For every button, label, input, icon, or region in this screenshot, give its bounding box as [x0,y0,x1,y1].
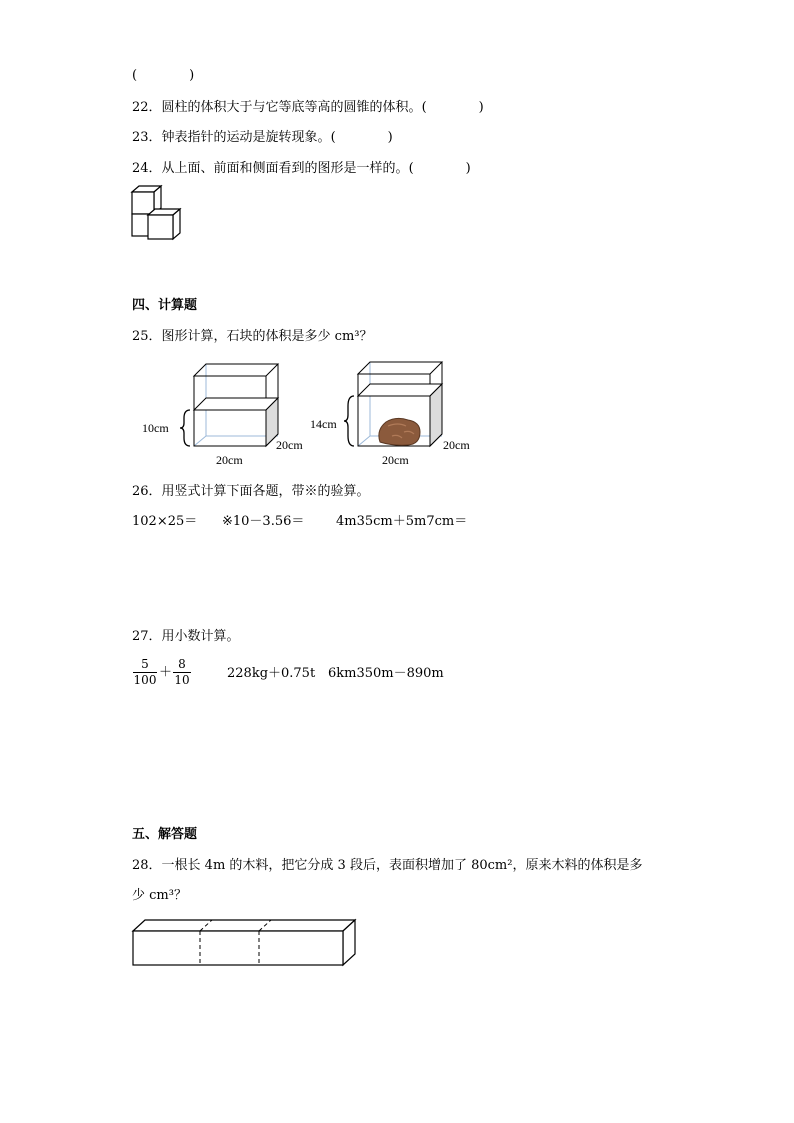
q24-number: 24． [132,161,162,176]
question-28-line-1 [132,857,642,875]
q26-item-2: ※10－3.56＝ [222,514,305,529]
tank-figure-1 [140,360,303,470]
q22-answer-paren: ( ) [421,100,484,115]
q27-item-2: 6km350m－890m [328,666,444,681]
q27-item-1: 228kg＋0.75t [227,666,316,681]
q27-frac1-numerator: 5 [141,657,149,671]
q23-answer-paren: ( ) [330,130,393,145]
q28-text-line1: 一根长 4m 的木料，把它分成 3 段后，表面积增加了 80cm²，原来木料的体积是多 [161,858,643,873]
timber-figure [133,919,359,967]
q26-number: 26． [132,484,162,499]
section-4-title: 四、计算题 [132,298,198,313]
q24-answer-paren: ( ) [408,161,471,176]
q23-number: 23． [132,130,162,145]
q27-fraction-2 [172,657,192,688]
fig1-height-label: 10cm [142,421,169,435]
q25-text: 图形计算，石块的体积是多少 cm³？ [161,329,373,344]
q26-item-1: 102×25＝ [132,514,198,529]
section-5-title: 五、解答题 [132,827,198,842]
q27-fraction-1 [132,657,158,688]
q27-frac1-denominator: 100 [133,673,157,687]
q26-text: 用竖式计算下面各题，带※的验算。 [161,484,370,499]
fig2-depth-label: 20cm [443,438,470,452]
q24-text: 从上面、前面和侧面看到的图形是一样的。 [161,161,409,176]
q21-answer-paren: ( ) [132,68,195,83]
fig2-height-label: 14cm [310,417,337,431]
question-23 [132,129,393,147]
q27-plus-sign: ＋ [159,665,173,680]
q27-text: 用小数计算。 [161,629,240,644]
fig2-width-label: 20cm [382,453,409,467]
question-28-line-2: 少 cm³？ [132,888,187,903]
q26-item-3: 4m35cm＋5m7cm＝ [336,514,468,529]
q27-frac2-denominator: 10 [174,673,190,687]
question-26 [132,483,370,501]
q22-text: 圆柱的体积大于与它等底等高的圆锥的体积。 [161,100,422,115]
question-24 [132,160,471,178]
fig1-depth-label: 20cm [276,438,303,452]
tank-figure-2 [308,360,483,470]
q25-number: 25． [132,329,162,344]
stone-icon [379,418,420,445]
q27-frac2-numerator: 8 [178,657,186,671]
fig1-width-label: 20cm [216,453,243,467]
q23-text: 钟表指针的运动是旋转现象。 [161,130,331,145]
cube-stack-figure [132,185,184,241]
question-27 [132,628,240,646]
q28-number: 28． [132,858,162,873]
question-22 [132,99,484,117]
question-25 [132,328,373,346]
q27-number: 27． [132,629,162,644]
q22-number: 22． [132,100,162,115]
